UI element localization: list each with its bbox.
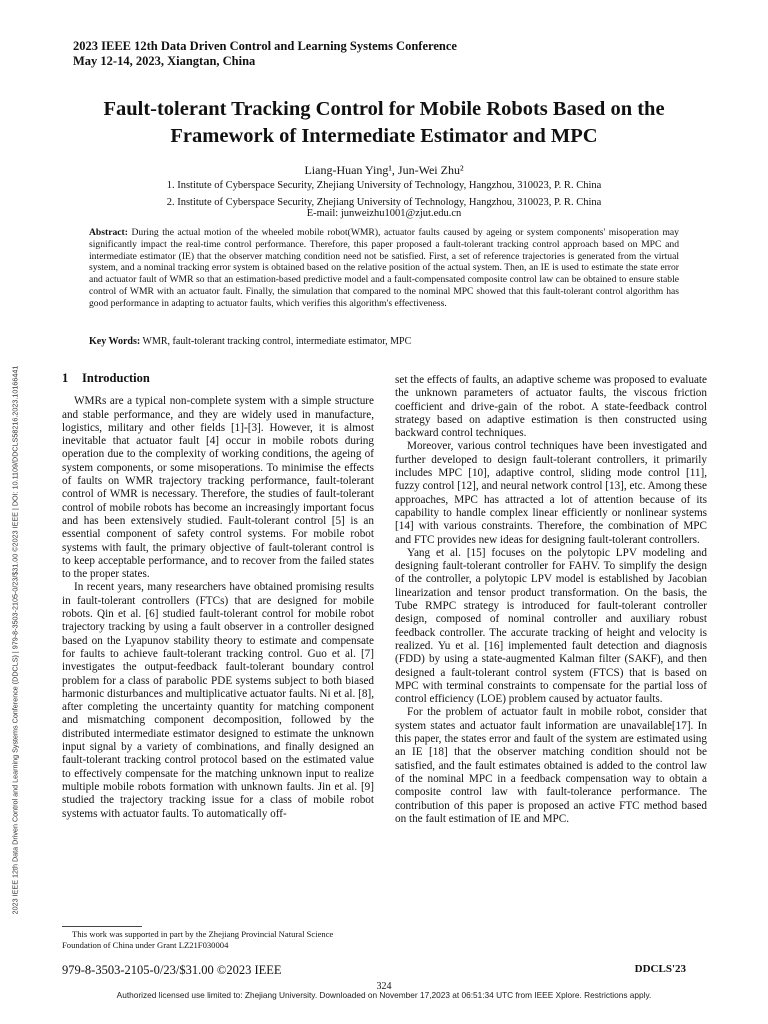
right-column [395, 374, 707, 826]
title-line-1: Fault-tolerant Tracking Control for Mobile Robots Based on the [103, 98, 665, 120]
keywords [89, 336, 679, 347]
affiliation-2: 2. Institute of Cyberspace Security, Zhejiang University of Technology, Hangzhou, 310023, P. R. China [166, 197, 602, 208]
title-line-2: Framework of Intermediate Estimator and MPC [170, 125, 598, 147]
left-column [62, 372, 374, 821]
conference-header [73, 39, 457, 69]
page-number: 324 [376, 981, 392, 992]
abstract-text: During the actual motion of the wheeled mobile robot(WMR), actuator faults caused by ageing or system components' misoperation may significantly impact the real-time control performance. Therefore, this paper proposed a fault-tolerant tracking control approach based on MPC and intermediate estimator (IE) that the observer matching condition need not be satisfied. First, a set of reference trajectories is generated from the virtual system, and a nominal tracking error system is obtained based on the relative position of the actual system. Then, an IE is used to estimate the state error and actuator fault of WMR so that an estimation-based predictive model and a fault-compensated composite control law can be obtained to ensure stable control of WMR with an actuator fault. Finally, the simulation that compared to the nominal MPC showed that this fault-tolerant control algorithm has good performance in adapting to actuator faults, which verifies this algorithm's effectiveness. [89, 227, 679, 309]
paragraph: Yang et al. [15] focuses on the polytopic LPV modeling and designing fault-tolerant controller for FAHV. To simplify the design of the controller, a polytopic LPV model is established by Jacobian linearization and tensor product transformation. On the basis, the Tube RMPC strategy is introduced for fault-tolerant controller design, composed of nominal controller and auxiliary robust feedback controller. The accurate tracking of height and velocity is realized. Yu et al. [16] implemented fault detection and diagnosis (FDD) by using a state-augmented Kalman filter (SAKF), and then designed a fault-tolerant control system (FTCS) that is based on MPC with terminal constraints to compensate for the partial loss of control efficiency (LOE) problem caused by actuator faults. [395, 546, 707, 706]
doi-sidebar-text: 2023 IEEE 12th Data Driven Control and Learning Systems Conference (DDCLS) | 979-8-3503-2105-0/23/$31.00 ©2023 IEEE | DOI: 10.1109/DDCLS58216.2023.10166441 [10, 365, 20, 915]
paragraph: Moreover, various control techniques have been investigated and further developed to design fault-tolerant controllers, it primarily includes MPC [10], adaptive control, sliding mode control [11], fuzzy control [12], and neural network control [13], etc. Among these approaches, MPC has attracted a lot of attention because of its capability to handle complex linear efficiently or nonlinear systems [14] with various constraints. Therefore, the combination of MPC and FTC provides new ideas for designing fault-tolerant controllers. [395, 440, 707, 546]
paragraph: In recent years, many researchers have obtained promising results in fault-tolerant controllers (FTCs) that are designed for mobile robots. Qin et al. [6] studied fault-tolerant control for mobile robot trajectory tracking by using a fault observer in a controller designed based on the Lyapunov stability theory to estimate and compensate for faults to achieve fault-tolerant tracking control. Guo et al. [7] investigates the output-feedback fault-tolerant boundary control problem for a class of parabolic PDE systems subject to both biased harmonic disturbances and multiplicative actuator faults. Ni et al. [8], after completing the uncertainty quantity for matching component and mismatching component decomposition, followed by the distributed intermediate estimator designed to estimate the unknown input signal by a variety of combinations, and finally designed an fault-tolerant tracking control protocol based on the estimated value to effectively compensate for the matching unknown input to realize multiple mobile robots formation with unknown faults. Jin et al. [9] studied the trajectory tracking issue for a class of mobile robot systems with actuator faults. To automatically off- [62, 581, 374, 820]
authors: Liang-Huan Ying¹, Jun-Wei Zhu² [304, 163, 464, 177]
section-heading [62, 372, 374, 385]
paragraph: WMRs are a typical non-complete system with a simple structure and stable performance, and they are widely used in manufacture, logistics, military and other fields [1]-[3]. However, it is almost inevitable that actuator fault [4] occur in mobile robots during operation due to the complexity of working conditions, the ageing of system components, or some misoperations. To minimise the effects of faults on WMR trajectory tracking performance, fault-tolerant control of WMR is necessary. Therefore, the studies of fault-tolerant control of mobile robots has become an increasingly important focus and has been extensively studied. Fault-tolerant control [5] is an essential component of safety control systems. For mobile robot systems with fault, the primary objective of fault-tolerant control is to keep acceptable performance, and to recover from the failed states to the proper states. [62, 395, 374, 581]
conference-short-name: DDCLS'23 [634, 963, 686, 975]
section-number: 1 [62, 371, 69, 385]
license-notice: Authorized licensed use limited to: Zhejiang University. Downloaded on November 17,2023 at 06:51:34 UTC from IEEE Xplore. Restrictions apply. [116, 990, 652, 1000]
affiliation-1: 1. Institute of Cyberspace Security, Zhejiang University of Technology, Hangzhou, 310023, P. R. China [166, 180, 602, 191]
keywords-text: WMR, fault-tolerant tracking control, intermediate estimator, MPC [142, 336, 412, 347]
isbn-line: 979-8-3503-2105-0/23/$31.00 ©2023 IEEE [62, 963, 282, 977]
conference-name: 2023 IEEE 12th Data Driven Control and Learning Systems Conference [73, 39, 457, 53]
abstract [89, 227, 679, 310]
conference-date: May 12-14, 2023, Xiangtan, China [73, 54, 256, 68]
paper-title [40, 96, 728, 150]
footnote: This work was supported in part by the Zhejiang Provincial Natural Science Foundation of China under Grant LZ21F030004 [62, 929, 334, 950]
section-title: Introduction [82, 371, 150, 385]
paragraph: set the effects of faults, an adaptive scheme was proposed to evaluate the unknown parameters of actuator faults, the viscous friction coefficient and drive-gain of the robot. A state-feedback control strategy based on adaptive estimation is then constructed using backward control techniques. [395, 374, 707, 440]
email: E-mail: junweizhu1001@zjut.edu.cn [306, 208, 462, 219]
abstract-label: Abstract: [89, 227, 128, 238]
paragraph: For the problem of actuator fault in mobile robot, consider that system states and actuator fault information are unavailable[17]. In this paper, the states error and fault of the system are estimated using an IE [18] that the observer matching condition should not be satisfied, and the fault estimates obtained is added to the control law of the nominal MPC in a feedback compensation way to obtain a composite control law with fault-tolerance performance. The contribution of this paper is proposed an active FTC method based on the fault estimation of IE and MPC. [395, 706, 707, 825]
footnote-rule [62, 926, 142, 927]
keywords-label: Key Words: [89, 336, 141, 347]
